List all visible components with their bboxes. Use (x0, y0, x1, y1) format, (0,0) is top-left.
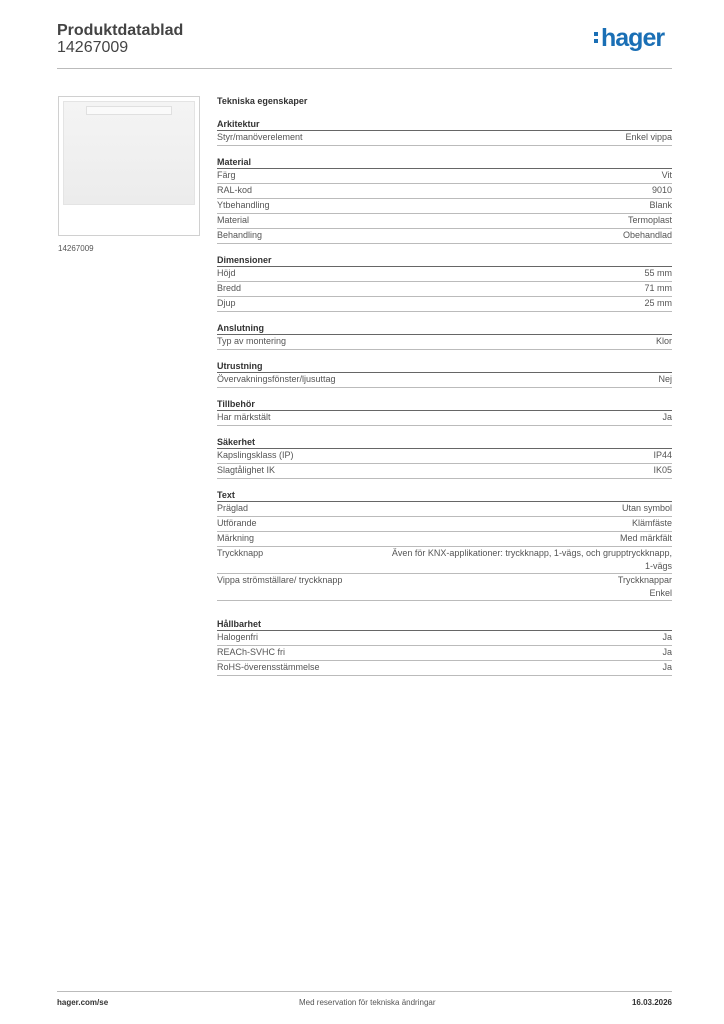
spec-label: Har märkstält (217, 412, 271, 422)
technical-specs (217, 96, 672, 676)
spec-value: Utan symbol (621, 503, 672, 513)
spec-value-line: Tryckknappar (617, 575, 672, 585)
spec-value: Obehandlad (622, 230, 672, 240)
spec-label: Märkning (217, 533, 255, 543)
section-gap (217, 350, 672, 361)
page-title: Produktdatablad (57, 22, 184, 39)
spec-label: Utförande (217, 518, 257, 528)
footer-date: 16.03.2026 (631, 998, 672, 1007)
spec-label: Bredd (217, 283, 242, 293)
section-gap (217, 601, 672, 619)
section-gap (217, 312, 672, 323)
section-gap (217, 146, 672, 157)
label-slot (86, 106, 172, 115)
spec-label: Typ av montering (217, 336, 287, 346)
spec-label: Präglad (217, 503, 249, 513)
logo-text: hager (601, 24, 665, 52)
spec-label: Styr/manöverelement (217, 132, 303, 142)
section-title: Utrustning (217, 361, 672, 373)
hager-logo (594, 26, 664, 51)
spec-label: Djup (217, 298, 236, 308)
section-title: Material (217, 157, 672, 169)
spec-row (217, 517, 672, 532)
spec-row (217, 532, 672, 547)
spec-label: Vippa strömställare/ tryckknapp (217, 575, 343, 585)
spec-label: RoHS-överensstämmelse (217, 662, 320, 672)
spec-row (217, 464, 672, 479)
spec-value: Nej (658, 374, 672, 384)
spec-label: Ytbehandling (217, 200, 270, 210)
spec-value: Med märkfält (619, 533, 672, 543)
product-image (58, 96, 200, 236)
spec-label: Höjd (217, 268, 236, 278)
spec-label: Material (217, 215, 250, 225)
product-number: 14267009 (57, 39, 129, 56)
spec-label: Behandling (217, 230, 263, 240)
spec-row (217, 411, 672, 426)
spec-row (217, 335, 672, 350)
section-title: Säkerhet (217, 437, 672, 449)
spec-row (217, 267, 672, 282)
spec-value: IK05 (653, 465, 672, 475)
spec-value: 9010 (651, 185, 672, 195)
spec-value: IP44 (653, 450, 672, 460)
spec-label: RAL-kod (217, 185, 253, 195)
spec-row (217, 631, 672, 646)
spec-row (217, 297, 672, 312)
spec-value: Ja (662, 662, 672, 672)
section-gap (217, 388, 672, 399)
spec-value: Klämfäste (631, 518, 672, 528)
section-title: Anslutning (217, 323, 672, 335)
spec-row (217, 214, 672, 229)
spec-label: Halogenfri (217, 632, 259, 642)
spec-row (217, 547, 672, 574)
spec-row (217, 131, 672, 146)
spec-value: Blank (649, 200, 672, 210)
specs-title: Tekniska egenskaper (217, 96, 308, 106)
spec-value: Enkel vippa (625, 132, 672, 142)
spec-row (217, 646, 672, 661)
spec-row (217, 661, 672, 676)
spec-value: Termoplast (627, 215, 672, 225)
spec-label: Färg (217, 170, 236, 180)
spec-label: Tryckknapp (217, 548, 264, 558)
header-divider (57, 68, 672, 69)
spec-row (217, 229, 672, 244)
spec-value-line: Enkel (649, 588, 672, 598)
section-title: Dimensioner (217, 255, 672, 267)
spec-row (217, 574, 672, 601)
spec-value: Ja (662, 412, 672, 422)
spec-value (618, 574, 672, 600)
section-gap (217, 244, 672, 255)
spec-value (392, 547, 672, 573)
spec-sections (217, 119, 672, 676)
section-title: Text (217, 490, 672, 502)
section-gap (217, 479, 672, 490)
footer-divider (57, 991, 672, 992)
spec-value: 25 mm (644, 298, 672, 308)
spec-value: 55 mm (644, 268, 672, 278)
spec-row (217, 449, 672, 464)
image-caption: 14267009 (58, 244, 94, 253)
spec-row (217, 184, 672, 199)
spec-value-line: Även för KNX-applikationer: tryckknapp, 1-vägs, och grupptryckknapp, (391, 548, 672, 558)
spec-label: Kapslingsklass (IP) (217, 450, 294, 460)
spec-value: Vit (661, 170, 672, 180)
section-title: Arkitektur (217, 119, 672, 131)
spec-value: Klor (655, 336, 672, 346)
switch-plate-icon (63, 101, 195, 205)
spec-label: Slagtålighet IK (217, 465, 276, 475)
spec-row (217, 199, 672, 214)
spec-value: 71 mm (644, 283, 672, 293)
spec-value-line: 1-vägs (644, 561, 672, 571)
spec-row (217, 282, 672, 297)
section-title: Tillbehör (217, 399, 672, 411)
section-title: Hållbarhet (217, 619, 672, 631)
spec-value: Ja (662, 647, 672, 657)
logo-dots-icon (594, 32, 599, 46)
spec-label: REACh-SVHC fri (217, 647, 286, 657)
spec-value: Ja (662, 632, 672, 642)
section-gap (217, 426, 672, 437)
spec-row (217, 373, 672, 388)
spec-row (217, 169, 672, 184)
spec-label: Övervakningsfönster/ljusuttag (217, 374, 336, 384)
footer-note: Med reservation för tekniska ändringar (299, 998, 436, 1007)
spec-row (217, 502, 672, 517)
footer-website[interactable]: hager.com/se (57, 998, 109, 1007)
